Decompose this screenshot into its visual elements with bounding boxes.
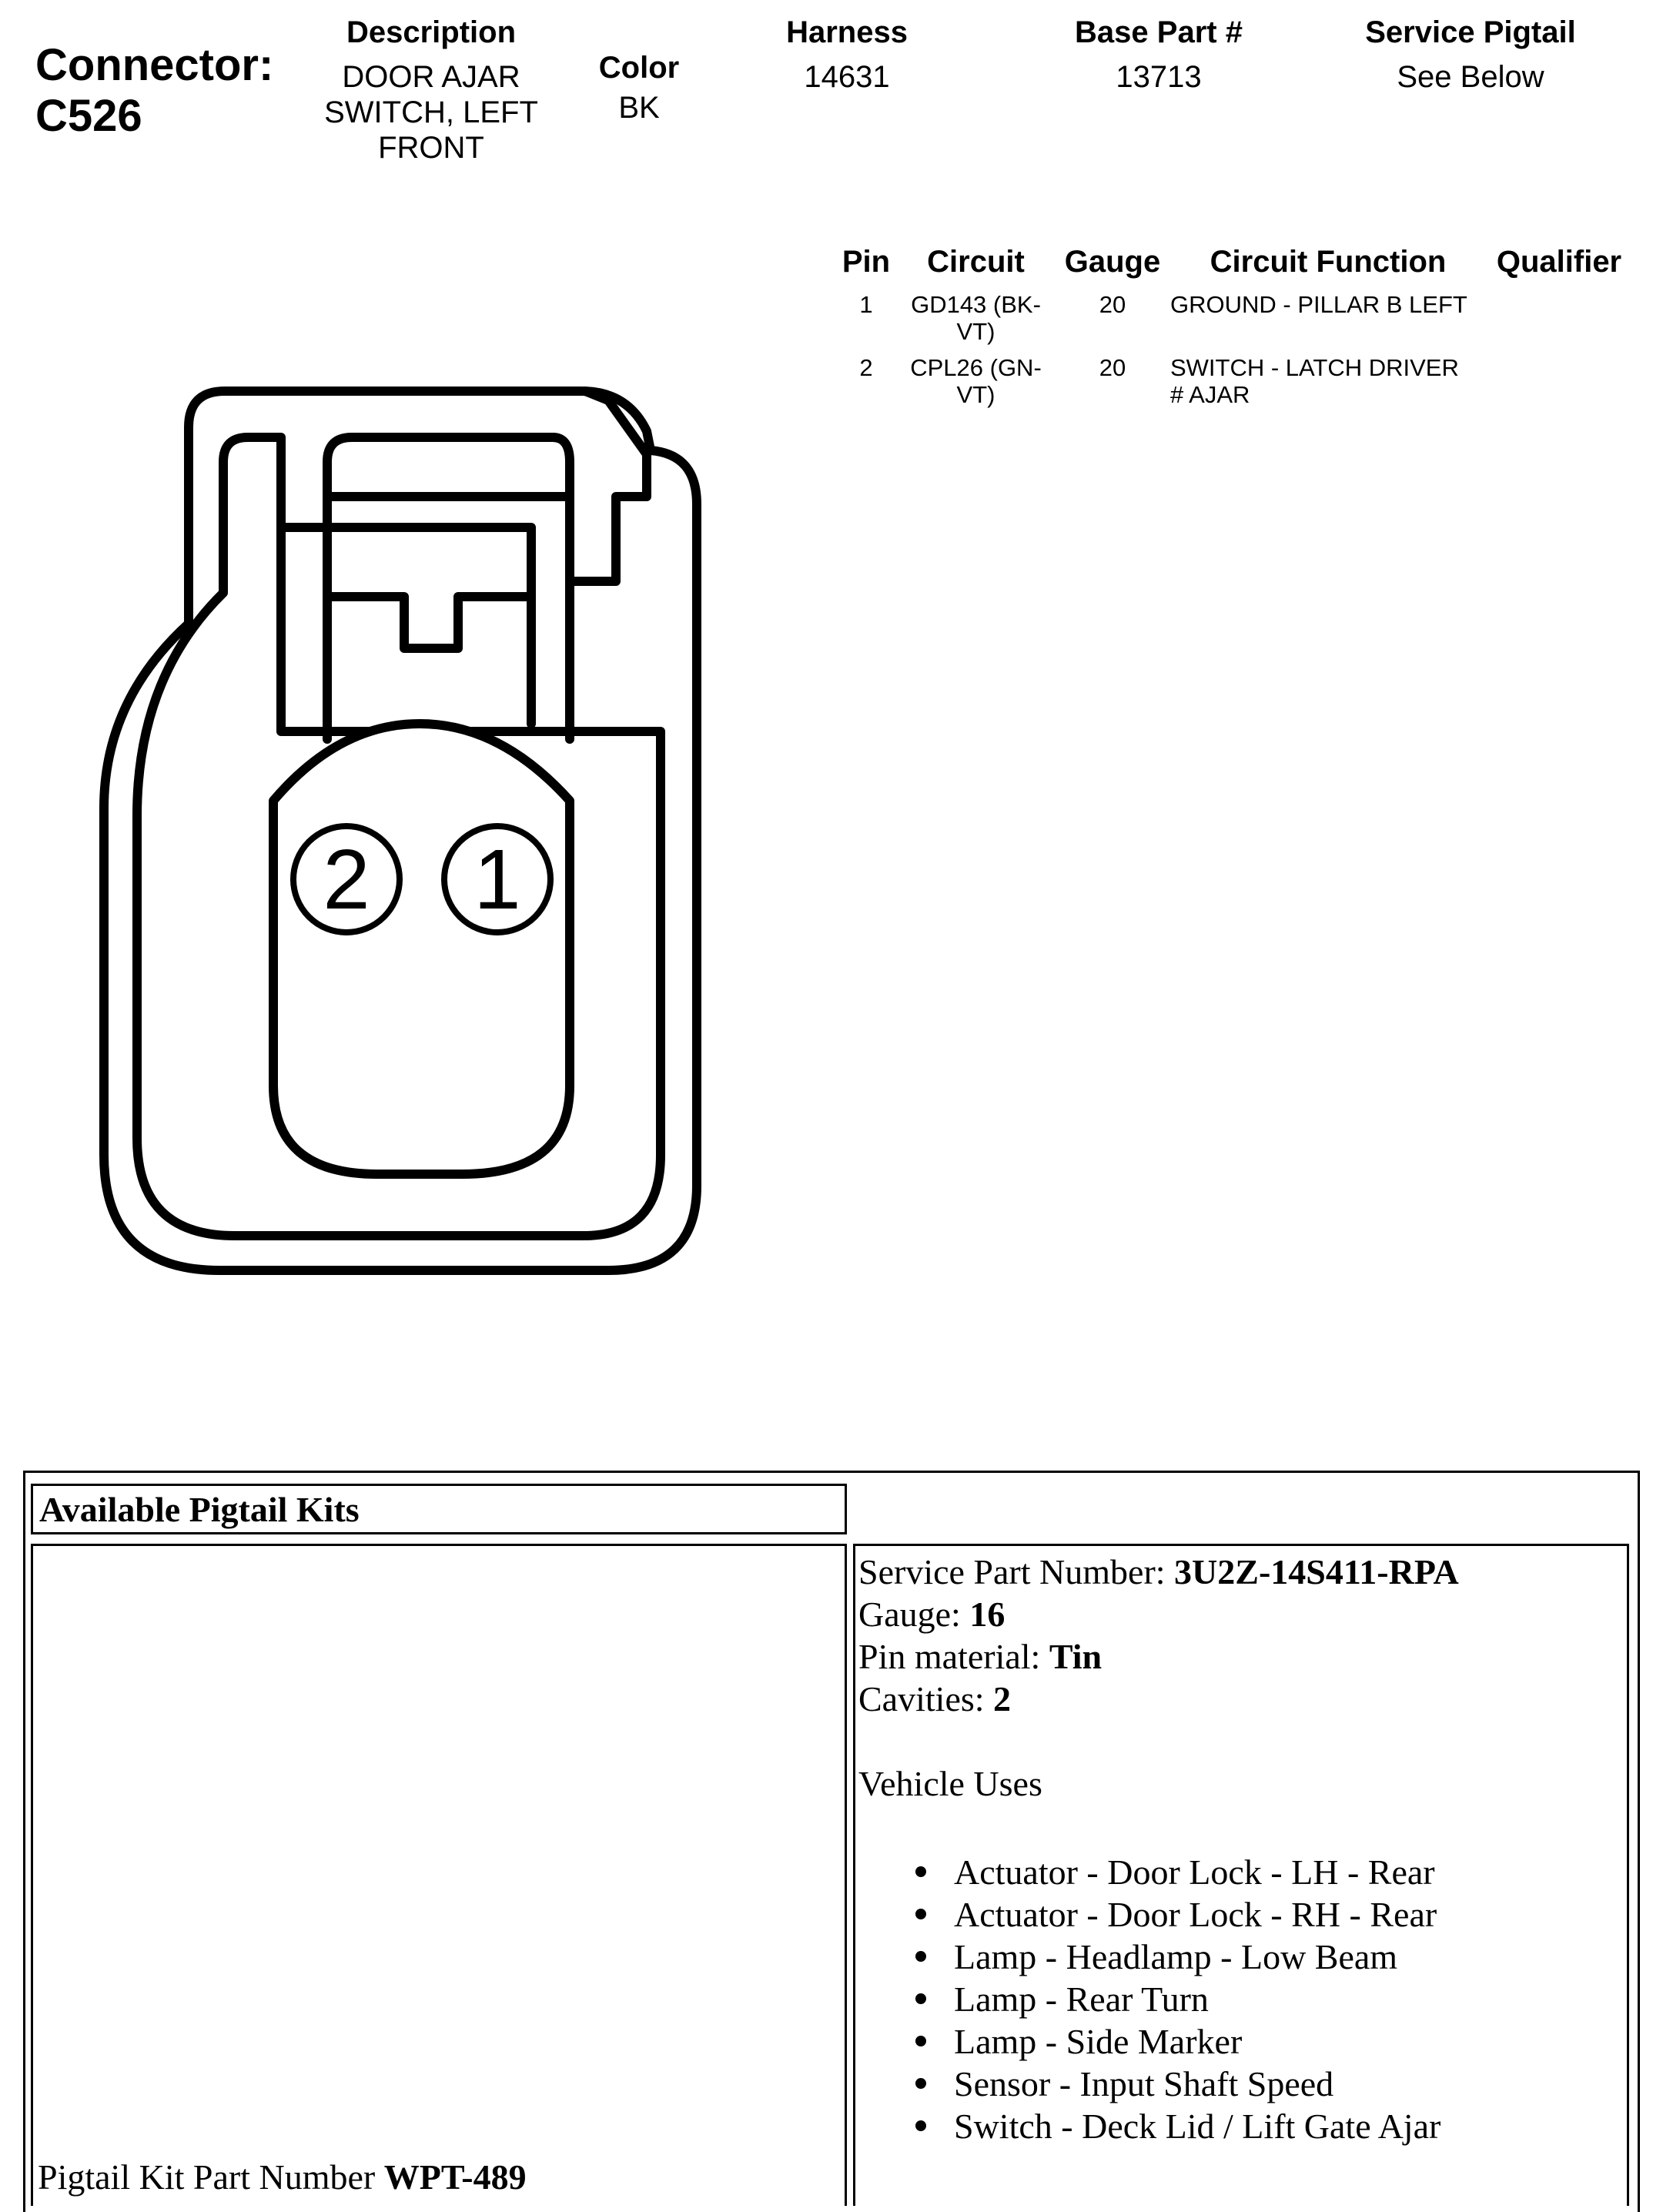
vehicle-use-item	[954, 1851, 1624, 1893]
pin-2-label: 2	[323, 832, 370, 927]
pin-row-1-pin: 1	[859, 291, 873, 318]
vehicle-use-text: Actuator - Door Lock - LH - Rear	[954, 1852, 1435, 1892]
service-pigtail-header: Service Pigtail	[1365, 15, 1576, 49]
connector-label: Connector:	[35, 40, 274, 90]
pin-row-1-gauge: 20	[1099, 291, 1126, 318]
pigtail-kit-cell	[31, 1544, 847, 2206]
pigtail-kit-part-number	[38, 2156, 527, 2198]
circuit-line: GD143 (BK-	[911, 291, 1041, 318]
vehicle-uses-heading: Vehicle Uses	[858, 1764, 1042, 1803]
circuit-line: CPL26 (GN-	[910, 354, 1042, 381]
cavities-value: 2	[993, 1679, 1012, 1718]
circuit-line: VT)	[956, 381, 995, 408]
pin-row-2-pin: 2	[859, 354, 873, 381]
function-line: GROUND - PILLAR B LEFT	[1170, 291, 1467, 318]
vehicle-use-text: Lamp - Rear Turn	[954, 1979, 1209, 2019]
gauge-label: Gauge:	[858, 1595, 970, 1634]
gauge-value: 16	[969, 1595, 1005, 1634]
circuit-header: Circuit	[927, 245, 1025, 279]
vehicle-use-item	[954, 1893, 1624, 1936]
qualifier-header: Qualifier	[1496, 245, 1622, 279]
connector-id: C526	[35, 91, 142, 141]
pin-row-1-circuit	[905, 291, 1047, 345]
kit-part-label: Pigtail Kit Part Number	[38, 2157, 384, 2197]
function-line: # AJAR	[1170, 381, 1250, 408]
bullet-icon	[915, 1909, 926, 1919]
pin-row-1-function	[1170, 291, 1494, 318]
function-line: SWITCH - LATCH DRIVER	[1170, 354, 1459, 381]
pin-material-value: Tin	[1049, 1637, 1103, 1676]
bullet-icon	[915, 1993, 926, 2004]
harness-column	[724, 15, 970, 95]
vehicle-use-text: Switch - Deck Lid / Lift Gate Ajar	[954, 2107, 1441, 2146]
pin-1-label: 1	[473, 832, 521, 927]
pigtail-kits-title-cell	[31, 1484, 847, 1534]
cavities-line	[858, 1678, 1624, 1720]
vehicle-use-text: Sensor - Input Shaft Speed	[954, 2064, 1334, 2103]
pin-row-2-circuit	[905, 354, 1047, 408]
vehicle-use-item	[954, 2020, 1624, 2063]
base-part-value: 13713	[1116, 60, 1202, 94]
pin-row-2-gauge: 20	[1099, 354, 1126, 381]
description-header: Description	[346, 15, 517, 49]
vehicle-use-item	[954, 2105, 1624, 2147]
service-pigtail-value: See Below	[1397, 60, 1544, 94]
vehicle-use-item	[954, 1978, 1624, 2020]
service-part-label: Service Part Number:	[858, 1552, 1175, 1591]
service-part-cell	[853, 1544, 1629, 2206]
pin-material-line	[858, 1635, 1624, 1678]
vehicle-use-item	[954, 1936, 1624, 1978]
pin-header: Pin	[842, 245, 891, 279]
base-part-header: Base Part #	[1075, 15, 1243, 49]
pin-body	[273, 724, 570, 1174]
connector-face-diagram	[0, 0, 739, 1309]
cavities-label: Cavities:	[858, 1679, 994, 1718]
harness-value: 14631	[804, 60, 890, 94]
bullet-icon	[915, 2078, 926, 2089]
vehicle-use-text: Lamp - Side Marker	[954, 2022, 1243, 2061]
pin-row-2-function	[1170, 354, 1494, 408]
bullet-icon	[915, 2036, 926, 2046]
service-pigtail-column	[1324, 15, 1617, 95]
pin-material-label: Pin material:	[858, 1637, 1049, 1676]
vehicle-use-item	[954, 2063, 1624, 2105]
pigtail-kits-title: Available Pigtail Kits	[39, 1490, 360, 1529]
description-line: SWITCH, LEFT	[324, 95, 538, 129]
description-line: DOOR AJAR	[342, 60, 520, 94]
vehicle-use-text: Actuator - Door Lock - RH - Rear	[954, 1895, 1437, 1934]
circuit-function-header: Circuit Function	[1210, 245, 1447, 279]
service-part-value: 3U2Z-14S411-RPA	[1174, 1552, 1459, 1591]
bullet-icon	[915, 1951, 926, 1962]
service-part-number	[858, 1551, 1624, 1593]
circuit-line: VT)	[956, 318, 995, 345]
latch-notch	[327, 597, 531, 648]
bullet-icon	[915, 2120, 926, 2131]
gauge-header: Gauge	[1064, 245, 1161, 279]
kit-part-value: WPT-489	[383, 2157, 527, 2197]
bullet-icon	[915, 1866, 926, 1877]
base-part-column	[1024, 15, 1293, 95]
description-line: FRONT	[378, 131, 484, 165]
vehicle-use-text: Lamp - Headlamp - Low Beam	[954, 1937, 1398, 1976]
gauge-line	[858, 1593, 1624, 1635]
harness-header: Harness	[786, 15, 908, 49]
color-header: Color	[598, 51, 680, 85]
vehicle-uses-list	[954, 1851, 1624, 2147]
color-value: BK	[618, 91, 660, 125]
